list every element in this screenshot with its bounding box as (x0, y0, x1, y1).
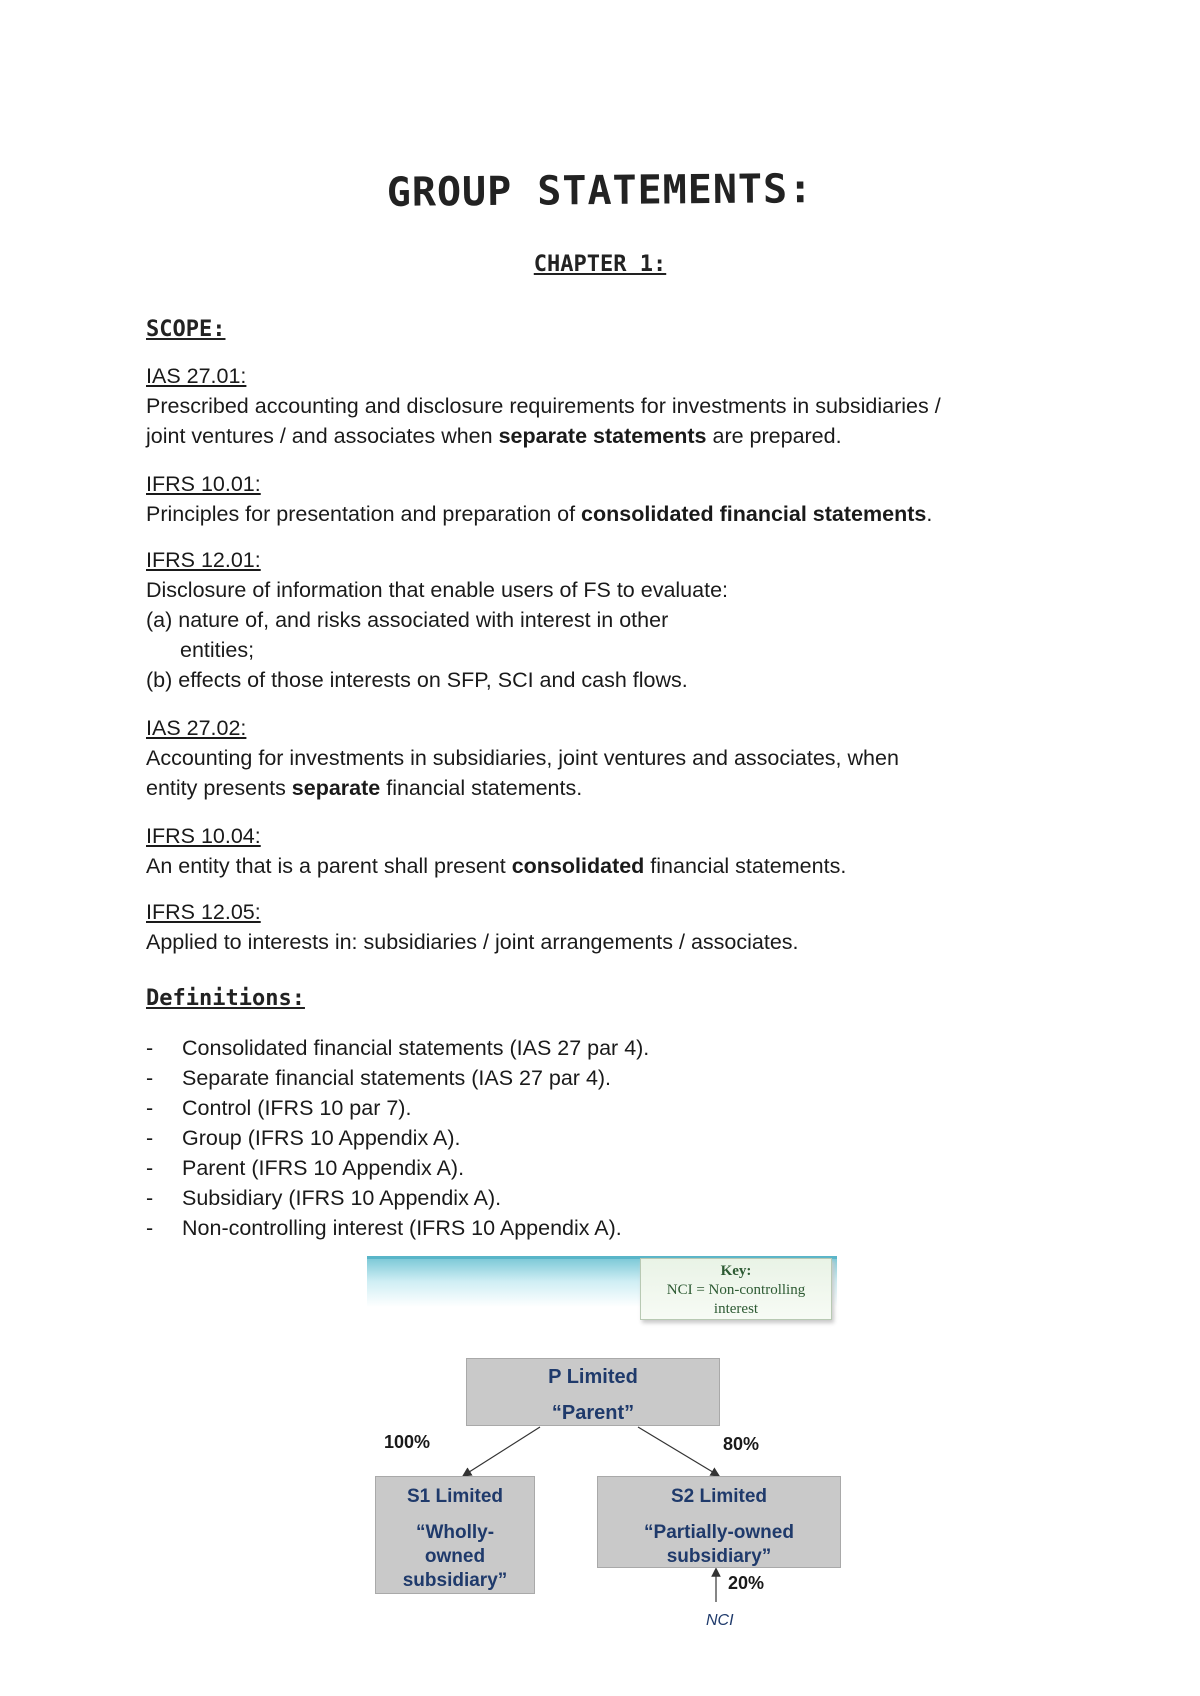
scope-text-line: (a) nature of, and risks associated with interest in other (146, 608, 669, 632)
ownership-s1: 100% (384, 1432, 431, 1452)
text-run: are prepared. (706, 424, 842, 448)
definition-text: Control (IFRS 10 par 7). (182, 1096, 412, 1120)
key-title: Key: (720, 1263, 752, 1279)
text-run: An entity that is a parent shall present (146, 854, 512, 878)
standard-reference: IAS 27.02: (146, 716, 247, 740)
scope-text-line: entities; (180, 638, 255, 662)
s1-entity-box (375, 1476, 535, 1594)
definition-text: Subsidiary (IFRS 10 Appendix A). (182, 1186, 502, 1210)
scope-text-line: Applied to interests in: subsidiaries / joint arrangements / associates. (146, 930, 799, 954)
connector-p-to-s1 (466, 1427, 540, 1474)
standard-reference: IFRS 10.04: (146, 824, 261, 848)
bold-text-run: consolidated financial statements (581, 502, 927, 526)
standard-reference: IFRS 10.01: (146, 472, 261, 496)
page-title: GROUP STATEMENTS: (386, 166, 814, 216)
bullet-dash: - (146, 1186, 154, 1210)
scope-text-line: Disclosure of information that enable users of FS to evaluate: (146, 578, 729, 602)
definitions-heading: Definitions: (146, 986, 305, 1011)
ownership-s2: 80% (723, 1434, 760, 1454)
text-run: Principles for presentation and preparation of (146, 502, 582, 526)
entity-role: owned (424, 1546, 486, 1567)
bullet-dash: - (146, 1156, 154, 1180)
parent-entity-box (466, 1358, 720, 1426)
s2-entity-box (597, 1476, 841, 1568)
text-run: financial statements. (380, 776, 583, 800)
bold-text-run: separate (291, 776, 381, 800)
key-line: NCI = Non-controlling (666, 1282, 806, 1298)
text-run: . (926, 502, 933, 526)
standard-reference: IAS 27.01: (146, 364, 247, 388)
entity-name: S1 Limited (406, 1486, 504, 1507)
standard-reference: IFRS 12.01: (146, 548, 261, 572)
definition-text: Consolidated financial statements (IAS 27 par 4). (182, 1036, 650, 1060)
scope-heading: SCOPE: (146, 317, 226, 342)
scope-text-line: Prescribed accounting and disclosure requirements for investments in subsidiaries / (146, 394, 941, 418)
bullet-dash: - (146, 1036, 154, 1060)
connector-p-to-s2 (638, 1427, 716, 1474)
definition-text: Parent (IFRS 10 Appendix A). (182, 1156, 465, 1180)
bullet-dash: - (146, 1126, 154, 1150)
bullet-dash: - (146, 1216, 154, 1240)
definition-text: Non-controlling interest (IFRS 10 Appendix A). (182, 1216, 622, 1240)
entity-role: subsidiary” (666, 1546, 772, 1567)
bold-text-run: consolidated (511, 854, 645, 878)
nci-share: 20% (728, 1573, 765, 1593)
entity-name: P Limited (548, 1366, 638, 1388)
key-line: interest (713, 1301, 759, 1317)
text-run: joint ventures / and associates when (146, 424, 499, 448)
scope-text-line: (b) effects of those interests on SFP, SCI and cash flows. (146, 668, 688, 692)
entity-role: “Partially-owned (644, 1522, 794, 1543)
definition-text: Group (IFRS 10 Appendix A). (182, 1126, 461, 1150)
text-run: financial statements. (644, 854, 847, 878)
entity-role: subsidiary” (402, 1570, 508, 1591)
bullet-dash: - (146, 1066, 154, 1090)
entity-role: “Parent” (551, 1402, 635, 1424)
entity-name: S2 Limited (670, 1486, 768, 1507)
standard-reference: IFRS 12.05: (146, 900, 261, 924)
entity-role: “Wholly- (415, 1522, 495, 1543)
scope-text-line: Accounting for investments in subsidiaries, joint ventures and associates, when (146, 746, 899, 770)
bold-text-run: separate statements (498, 424, 707, 448)
definition-text: Separate financial statements (IAS 27 par 4). (182, 1066, 612, 1090)
text-run: entity presents (146, 776, 292, 800)
nci-label: NCI (706, 1612, 734, 1629)
bullet-dash: - (146, 1096, 154, 1120)
chapter-heading: CHAPTER 1: (533, 252, 667, 277)
